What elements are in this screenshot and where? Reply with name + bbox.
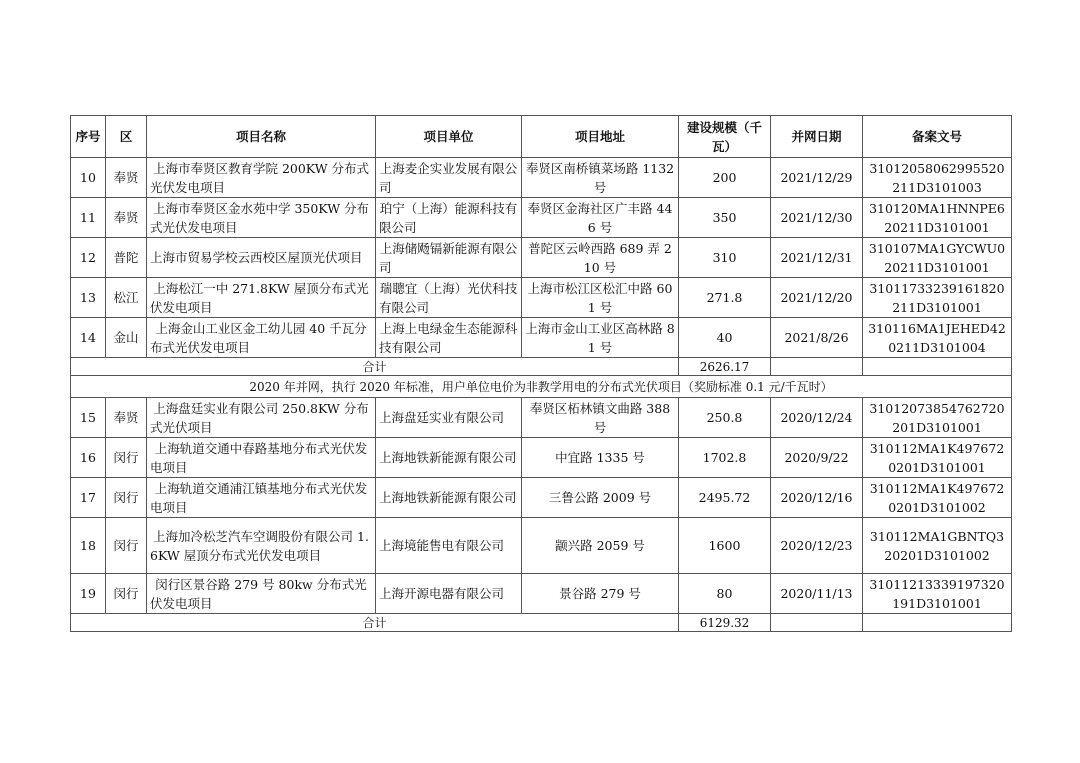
cell-unit: 上海上电绿金生态能源科技有限公司 xyxy=(376,318,522,358)
header-seq: 序号 xyxy=(71,116,106,158)
cell-name: 上海市贸易学校云西校区屋顶光伏项目 xyxy=(147,238,376,278)
cell-record: 31012073854762720201D3101001 xyxy=(863,398,1012,438)
cell-unit: 珀宁（上海）能源科技有限公司 xyxy=(376,198,522,238)
header-address: 项目地址 xyxy=(522,116,679,158)
cell-record: 31011733239161820211D3101001 xyxy=(863,278,1012,318)
cell-name: 上海轨道交通中春路基地分布式光伏发电项目 xyxy=(147,438,376,478)
cell-seq: 17 xyxy=(71,478,106,518)
cell-seq: 12 xyxy=(71,238,106,278)
cell-seq: 16 xyxy=(71,438,106,478)
cell-unit: 上海境能售电有限公司 xyxy=(376,518,522,574)
cell-scale: 271.8 xyxy=(679,278,771,318)
cell-district: 普陀 xyxy=(106,238,147,278)
cell-unit: 瑞聰宜（上海）光伏科技有限公司 xyxy=(376,278,522,318)
cell-unit: 上海地铁新能源有限公司 xyxy=(376,438,522,478)
cell-date: 2021/12/20 xyxy=(771,278,863,318)
subtotal-empty xyxy=(863,358,1012,376)
table-row xyxy=(71,238,1012,278)
total-value: 6129.32 xyxy=(679,614,771,632)
cell-scale: 350 xyxy=(679,198,771,238)
cell-district: 闵行 xyxy=(106,478,147,518)
cell-scale: 1600 xyxy=(679,518,771,574)
cell-record: 310107MA1GYCWU020211D3101001 xyxy=(863,238,1012,278)
cell-district: 金山 xyxy=(106,318,147,358)
cell-district: 奉贤 xyxy=(106,398,147,438)
cell-date: 2021/12/31 xyxy=(771,238,863,278)
cell-address: 景谷路 279 号 xyxy=(522,574,679,614)
cell-seq: 14 xyxy=(71,318,106,358)
cell-seq: 13 xyxy=(71,278,106,318)
cell-address: 上海市松江区松汇中路 601 号 xyxy=(522,278,679,318)
cell-district: 奉贤 xyxy=(106,198,147,238)
cell-address: 奉贤区柘林镇文曲路 388 号 xyxy=(522,398,679,438)
table-header-row xyxy=(71,116,1012,158)
cell-name: 上海加冷松芝汽车空调股份有限公司 1.6KW 屋顶分布式光伏发电项目 xyxy=(147,518,376,574)
cell-unit: 上海储飏镉新能源有限公司 xyxy=(376,238,522,278)
section-note-row xyxy=(71,376,1012,398)
table-row xyxy=(71,278,1012,318)
header-district: 区 xyxy=(106,116,147,158)
projects-table xyxy=(70,115,1012,632)
cell-date: 2020/11/13 xyxy=(771,574,863,614)
cell-scale: 200 xyxy=(679,158,771,198)
cell-address: 普陀区云岭西路 689 弄 210 号 xyxy=(522,238,679,278)
cell-name: 上海金山工业区金工幼儿园 40 千瓦分布式光伏发电项目 xyxy=(147,318,376,358)
cell-district: 松江 xyxy=(106,278,147,318)
total-empty xyxy=(863,614,1012,632)
table-row xyxy=(71,478,1012,518)
cell-name: 上海盘廷实业有限公司 250.8KW 分布式光伏项目 xyxy=(147,398,376,438)
table-row xyxy=(71,438,1012,478)
total-label: 合计 xyxy=(71,614,679,632)
total-empty xyxy=(771,614,863,632)
table-row xyxy=(71,398,1012,438)
cell-district: 闵行 xyxy=(106,438,147,478)
table-row xyxy=(71,518,1012,574)
cell-address: 奉贤区南桥镇菜场路 1132 号 xyxy=(522,158,679,198)
cell-district: 奉贤 xyxy=(106,158,147,198)
cell-address: 奉贤区金海社区广丰路 446 号 xyxy=(522,198,679,238)
cell-name: 上海市奉贤区教育学院 200KW 分布式光伏发电项目 xyxy=(147,158,376,198)
cell-date: 2021/12/30 xyxy=(771,198,863,238)
cell-name: 上海市奉贤区金水苑中学 350KW 分布式光伏发电项目 xyxy=(147,198,376,238)
cell-scale: 310 xyxy=(679,238,771,278)
cell-scale: 2495.72 xyxy=(679,478,771,518)
header-name: 项目名称 xyxy=(147,116,376,158)
cell-scale: 40 xyxy=(679,318,771,358)
subtotal-label: 合计 xyxy=(71,358,679,376)
cell-unit: 上海盘廷实业有限公司 xyxy=(376,398,522,438)
cell-record: 31011213339197320191D3101001 xyxy=(863,574,1012,614)
cell-record: 310116MA1JEHED420211D3101004 xyxy=(863,318,1012,358)
cell-seq: 11 xyxy=(71,198,106,238)
cell-record: 310120MA1HNNPE620211D3101001 xyxy=(863,198,1012,238)
section-note: 2020 年并网，执行 2020 年标准，用户单位电价为非教学用电的分布式光伏项目（奖励标准 0.1 元/千瓦时） xyxy=(71,376,1012,398)
cell-seq: 10 xyxy=(71,158,106,198)
cell-date: 2020/12/23 xyxy=(771,518,863,574)
cell-unit: 上海麦企实业发展有限公司 xyxy=(376,158,522,198)
header-record: 备案文号 xyxy=(863,116,1012,158)
cell-address: 颛兴路 2059 号 xyxy=(522,518,679,574)
cell-scale: 250.8 xyxy=(679,398,771,438)
cell-date: 2021/12/29 xyxy=(771,158,863,198)
cell-date: 2021/8/26 xyxy=(771,318,863,358)
cell-name: 闵行区景谷路 279 号 80kw 分布式光伏发电项目 xyxy=(147,574,376,614)
cell-record: 310112MA1GBNTQ320201D3101002 xyxy=(863,518,1012,574)
cell-name: 上海松江一中 271.8KW 屋顶分布式光伏发电项目 xyxy=(147,278,376,318)
cell-record: 310112MA1K4976720201D3101002 xyxy=(863,478,1012,518)
cell-seq: 19 xyxy=(71,574,106,614)
total-row xyxy=(71,614,1012,632)
cell-name: 上海轨道交通浦江镇基地分布式光伏发电项目 xyxy=(147,478,376,518)
cell-district: 闵行 xyxy=(106,574,147,614)
cell-unit: 上海地铁新能源有限公司 xyxy=(376,478,522,518)
table-row xyxy=(71,574,1012,614)
cell-address: 中宜路 1335 号 xyxy=(522,438,679,478)
table-row xyxy=(71,198,1012,238)
cell-date: 2020/9/22 xyxy=(771,438,863,478)
header-scale: 建设规模（千瓦） xyxy=(679,116,771,158)
subtotal-value: 2626.17 xyxy=(679,358,771,376)
cell-scale: 1702.8 xyxy=(679,438,771,478)
header-unit: 项目单位 xyxy=(376,116,522,158)
cell-district: 闵行 xyxy=(106,518,147,574)
cell-seq: 18 xyxy=(71,518,106,574)
header-date: 并网日期 xyxy=(771,116,863,158)
cell-unit: 上海开源电器有限公司 xyxy=(376,574,522,614)
cell-record: 31012058062995520211D3101003 xyxy=(863,158,1012,198)
cell-date: 2020/12/24 xyxy=(771,398,863,438)
subtotal-row xyxy=(71,358,1012,376)
cell-record: 310112MA1K4976720201D3101001 xyxy=(863,438,1012,478)
cell-date: 2020/12/16 xyxy=(771,478,863,518)
cell-address: 上海市金山工业区高林路 81 号 xyxy=(522,318,679,358)
cell-seq: 15 xyxy=(71,398,106,438)
cell-address: 三鲁公路 2009 号 xyxy=(522,478,679,518)
table-row xyxy=(71,318,1012,358)
subtotal-empty xyxy=(771,358,863,376)
cell-scale: 80 xyxy=(679,574,771,614)
table-row xyxy=(71,158,1012,198)
